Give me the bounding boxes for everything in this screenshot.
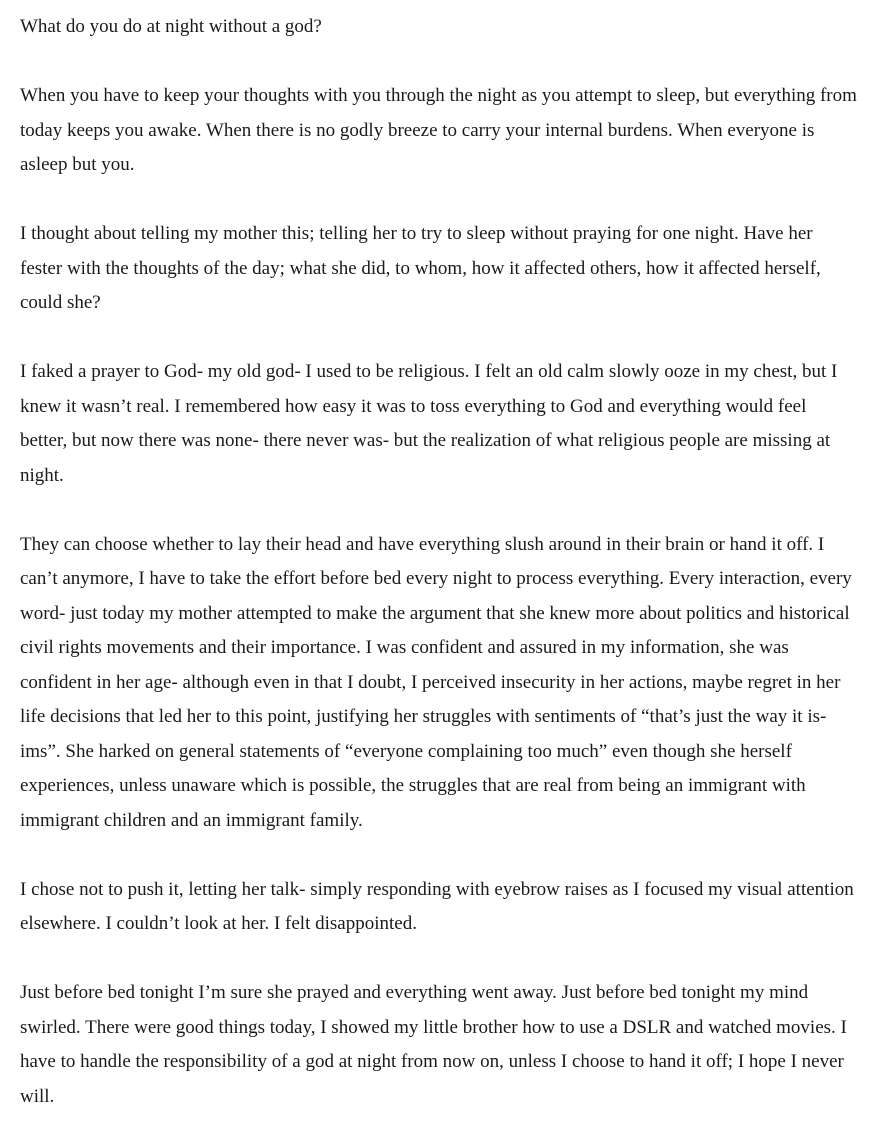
article-paragraph: What do you do at night without a god? <box>20 16 322 37</box>
article-paragraph: Just before bed tonight I’m sure she prayed and everything went away. Just before bed tonight my mind swirled. There were good things today, I showed my little brother how to use a DSLR and watched movies. I have to handle the responsibility of a god at night from now on, unless I choose to hand it off; I hope I never will. <box>20 982 847 1107</box>
article-paragraph: I faked a prayer to God- my old god- I used to be religious. I felt an old calm slowly ooze in my chest, but I knew it wasn’t real. I remembered how easy it was to toss everything to God and everything would feel better, but now there was none- there never was- but the realization of what religious people are missing at night. <box>20 361 838 486</box>
article-paragraph: When you have to keep your thoughts with you through the night as you attempt to sleep, but everything from today keeps you awake. When there is no godly breeze to carry your internal burdens. When everyone is asleep but you. <box>20 85 857 175</box>
article-paragraph: I thought about telling my mother this; telling her to try to sleep without praying for one night. Have her fester with the thoughts of the day; what she did, to whom, how it affected others, how it affected herself, could she? <box>20 223 821 313</box>
article-paragraph: I chose not to push it, letting her talk- simply responding with eyebrow raises as I focused my visual attention elsewhere. I couldn’t look at her. I felt disappointed. <box>20 878 854 934</box>
article-paragraph: They can choose whether to lay their head and have everything slush around in their brain or hand it off. I can’t anymore, I have to take the effort before bed every night to process everything. Every interaction, every word- just today my mother attempted to make the argument that she knew more about politics and historical civil rights movements and their importance. I was confident and assured in my information, she was confident in her age- although even in that I doubt, I perceived insecurity in her actions, maybe regret in her life decisions that led her to this point, justifying her struggles with sentiments of “that’s just the way it is-ims”. She harked on general statements of “everyone complaining too much” even though she herself experiences, unless unaware which is possible, the struggles that are real from being an immigrant with immigrant children and an immigrant family. <box>20 533 852 831</box>
